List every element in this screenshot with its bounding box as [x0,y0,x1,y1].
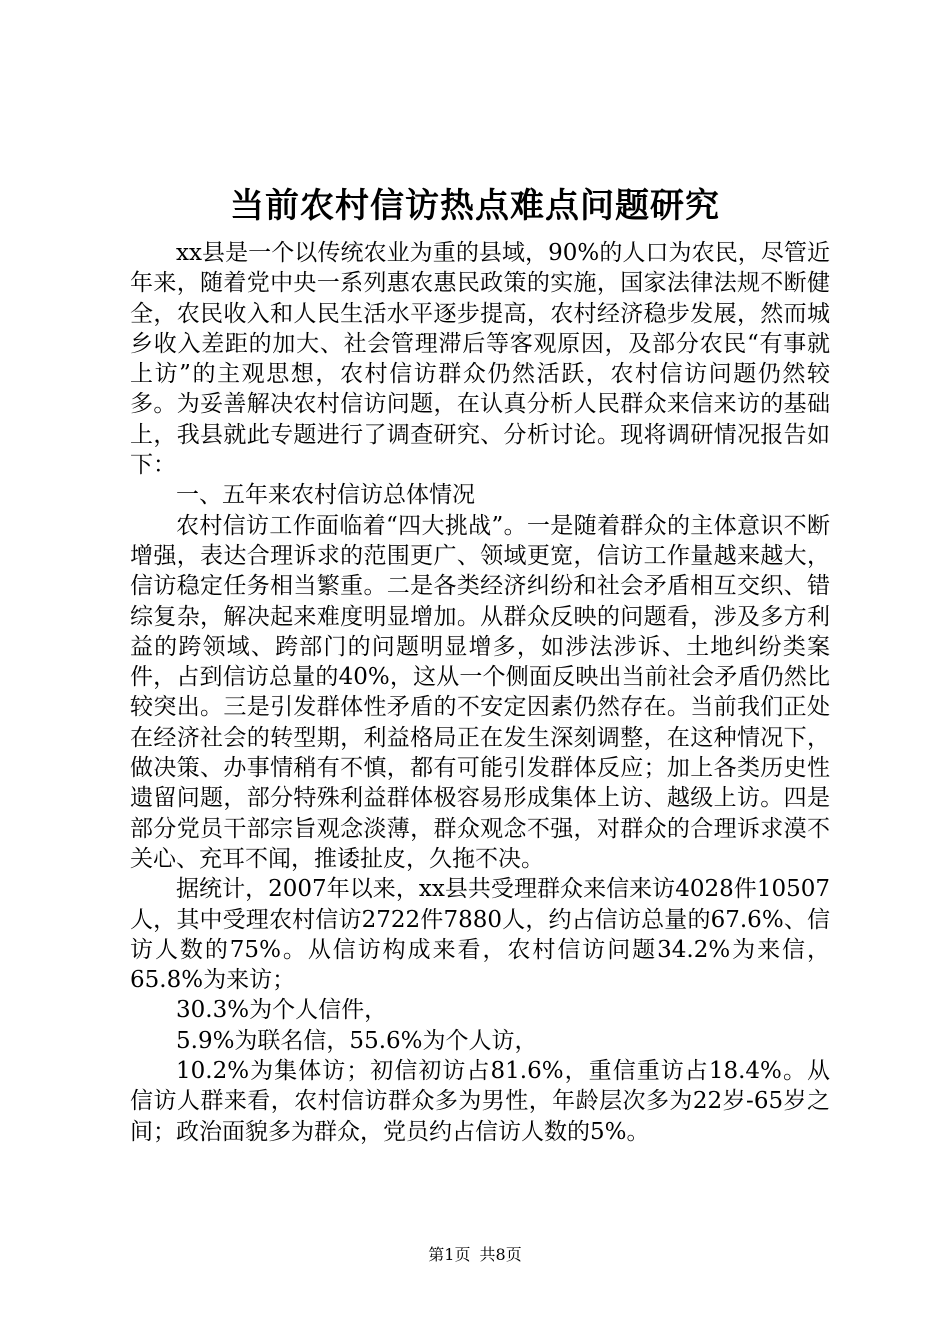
document-body [130,238,830,1147]
paragraph-group-visits: 10.2%为集体访；初信初访占81.6%，重信重访占18.4%。从信访人群来看，农村信访群众多为男性，年龄层次多为22岁-65岁之间；政治面貌多为群众，党员约占信访人数的5%。 [130,1058,830,1145]
section-heading: 一、五年来农村信访总体情况 [176,482,475,509]
paragraph-challenges: 农村信访工作面临着“四大挑战”。一是随着群众的主体意识不断增强，表达合理诉求的范围更广、领域更宽，信访工作量越来越大，信访稳定任务相当繁重。二是各类经济纠纷和社会矛盾相互交织、错综复杂，解决起来难度明显增加。从群众反映的问题看，涉及多方利益的跨领域、跨部门的问题明显增多，如涉法涉诉、土地纠纷类案件，占到信访总量的40%，这从一个侧面反映出当前社会矛盾仍然比较突出。三是引发群体性矛盾的不安定因素仍然存在。当前我们正处在经济社会的转型期，利益格局正在发生深刻调整，在这种情况下，做决策、办事情稍有不慎，都有可能引发群体反应；加上各类历史性遗留问题，部分特殊利益群体极容易形成集体上访、越级上访。四是部分党员干部宗旨观念淡薄，群众观念不强，对群众的合理诉求漠不关心、充耳不闻，推诿扯皮，久拖不决。 [130,512,830,872]
page-footer [0,1244,950,1266]
page-number: 第1页 [428,1245,471,1264]
paragraph-joint-letters: 5.9%为联名信，55.6%为个人访， [176,1027,538,1054]
paragraph-statistics: 据统计，2007年以来，xx县共受理群众来信来访4028件10507人，其中受理农村信访2722件7880人，约占信访总量的67.6%、信访人数的75%。从信访构成来看，农村信访问题34.2%为来信，65.8%为来访； [130,876,830,994]
page-total: 共8页 [479,1245,522,1264]
paragraph-personal-letters: 30.3%为个人信件， [176,997,388,1024]
document-title: 当前农村信访热点难点问题研究 [230,186,720,226]
paragraph-intro: xx县是一个以传统农业为重的县域，90%的人口为农民，尽管近年来，随着党中央一系列惠农惠民政策的实施，国家法律法规不断健全，农民收入和人民生活水平逐步提高，农村经济稳步发展，然而城乡收入差距的加大、社会管理滞后等客观原因，及部分农民“有事就上访”的主观思想，农村信访群众仍然活跃，农村信访问题仍然较多。为妥善解决农村信访问题，在认真分析人民群众来信来访的基础上，我县就此专题进行了调查研究、分析讨论。现将调研情况报告如下： [130,240,830,479]
